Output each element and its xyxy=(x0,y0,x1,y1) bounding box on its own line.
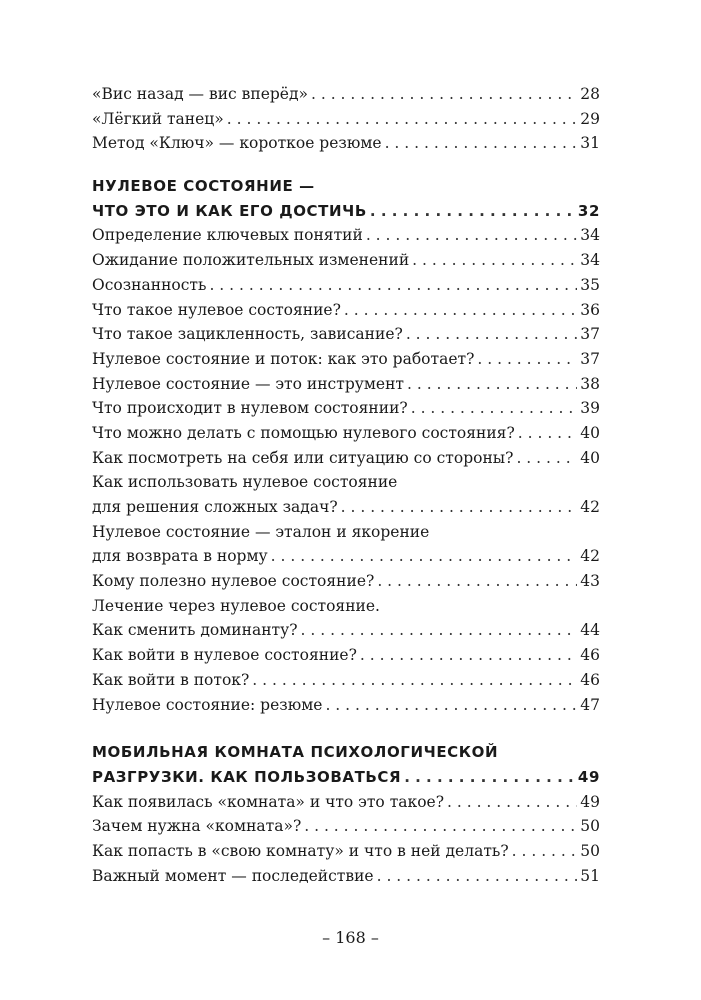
toc-entry-page: 34 xyxy=(580,226,600,245)
toc-entry-page: 29 xyxy=(580,109,600,128)
leader-dots xyxy=(366,223,577,248)
toc-entry-page: 28 xyxy=(580,85,600,103)
toc-entry-page: 46 xyxy=(580,670,600,689)
leader-dots xyxy=(518,421,578,446)
toc-entry-title: Как войти в нулевое состояние? xyxy=(92,646,357,665)
leader-dots xyxy=(252,668,577,693)
toc-entry-title: Как появилась «комната» и что это такое? xyxy=(92,792,445,811)
toc-entry xyxy=(92,322,600,347)
section-heading xyxy=(92,199,600,224)
leader-dots xyxy=(406,322,577,347)
toc-entry-page: 49 xyxy=(580,792,600,811)
toc-entry-title: Определение ключевых понятий xyxy=(92,226,363,245)
leader-dots xyxy=(304,814,577,839)
leader-dots xyxy=(477,347,577,372)
toc-entry xyxy=(92,693,600,718)
toc-entry xyxy=(92,446,600,471)
leader-dots xyxy=(377,569,577,594)
leader-dots xyxy=(516,446,577,471)
toc-entry-page: 40 xyxy=(580,448,600,467)
toc-entry-title: Метод «Ключ» — короткое резюме xyxy=(92,134,382,153)
leader-dots xyxy=(325,693,577,718)
leader-dots xyxy=(407,372,577,397)
leader-dots xyxy=(341,495,578,520)
leader-dots xyxy=(301,618,578,643)
toc-entry-title: Осознанность xyxy=(92,275,207,294)
toc-entry-page: 37 xyxy=(580,325,600,344)
toc-entry-page: 50 xyxy=(580,817,600,836)
toc-entry xyxy=(92,864,600,889)
toc-entry xyxy=(92,298,600,323)
toc-entry-title: Как посмотреть на себя или ситуацию со стороны? xyxy=(92,448,514,467)
toc-entry xyxy=(92,643,600,668)
toc-entry-title: для возврата в норму xyxy=(92,547,268,566)
toc-entry xyxy=(92,814,600,839)
section-heading-title: ЧТО ЭТО И КАК ЕГО ДОСТИЧЬ xyxy=(92,201,367,220)
leader-dots xyxy=(512,839,578,864)
toc-entry xyxy=(92,396,600,421)
toc-entry-title: Как сменить доминанту? xyxy=(92,621,298,640)
toc-entry-title: Что можно делать с помощью нулевого состояния? xyxy=(92,423,515,442)
toc-entry-page: 44 xyxy=(580,621,600,640)
toc-entry-title: Нулевое состояние: резюме xyxy=(92,695,323,714)
toc-entry xyxy=(92,372,600,397)
toc-entry-line: Как использовать нулевое состояние xyxy=(92,473,398,492)
leader-dots xyxy=(311,82,577,107)
leader-dots xyxy=(385,131,578,156)
section-heading-line: НУЛЕВОЕ СОСТОЯНИЕ — xyxy=(92,177,315,196)
toc-entry-title: для решения сложных задач? xyxy=(92,498,338,516)
toc-entry-page: 38 xyxy=(580,374,600,393)
toc-entry xyxy=(92,790,600,815)
section-heading xyxy=(92,765,600,790)
toc-entry-title: «Вис назад — вис вперёд» xyxy=(92,85,308,103)
leader-dots xyxy=(412,248,577,273)
toc-entry-line: Лечение через нулевое состояние. xyxy=(92,596,380,615)
toc-entry-page: 43 xyxy=(580,572,600,591)
toc-entry xyxy=(92,544,600,569)
leader-dots xyxy=(360,643,577,668)
toc-entry-line: Нулевое состояние — эталон и якорение xyxy=(92,522,430,541)
section-heading-page: 32 xyxy=(577,201,600,220)
page-number: – 168 – xyxy=(322,928,379,947)
toc-entry-title: Нулевое состояние и поток: как это работает? xyxy=(92,349,475,368)
toc-entry-title: «Лёгкий танец» xyxy=(92,109,224,128)
toc-entry-page: 42 xyxy=(580,498,600,516)
toc-entry-title: Что происходит в нулевом состоянии? xyxy=(92,399,408,418)
toc-entry-title: Что такое зацикленность, зависание? xyxy=(92,325,403,344)
toc-entry-page: 39 xyxy=(580,399,600,418)
leader-dots xyxy=(271,544,578,569)
toc-entry-title: Ожидание положительных изменений xyxy=(92,251,410,270)
toc-entry xyxy=(92,273,600,298)
toc-entry xyxy=(92,569,600,594)
toc-entry xyxy=(92,223,600,248)
toc-entry xyxy=(92,495,600,520)
toc-entry-page: 42 xyxy=(580,547,600,566)
toc-entry-title: Кому полезно нулевое состояние? xyxy=(92,572,375,591)
toc-entry-page: 47 xyxy=(580,695,600,714)
toc-entry-page: 51 xyxy=(580,866,600,885)
toc-entry-title: Зачем нужна «комната»? xyxy=(92,817,302,836)
toc-entry-page: 31 xyxy=(580,134,600,153)
toc-entry-title: Как войти в поток? xyxy=(92,670,250,689)
toc-entry-page: 50 xyxy=(580,841,600,860)
toc-entry-title: Нулевое состояние — это инструмент xyxy=(92,374,404,393)
toc-entry-page: 34 xyxy=(580,251,600,270)
toc-entry-page: 35 xyxy=(580,275,600,294)
leader-dots xyxy=(370,199,575,224)
toc-entry-title: Важный момент — последействие xyxy=(92,866,374,885)
leader-dots xyxy=(227,107,578,132)
toc-entry xyxy=(92,248,600,273)
toc-entry xyxy=(92,618,600,643)
leader-dots xyxy=(209,273,577,298)
toc-entry xyxy=(92,347,600,372)
section-heading-page: 49 xyxy=(577,767,600,786)
toc-entry-page: 37 xyxy=(580,349,600,368)
section-heading-title: РАЗГРУЗКИ. КАК ПОЛЬЗОВАТЬСЯ xyxy=(92,767,402,786)
toc-entry xyxy=(92,107,600,132)
leader-dots xyxy=(411,396,578,421)
toc-entry-page: 46 xyxy=(580,646,600,665)
section-heading-line: МОБИЛЬНАЯ КОМНАТА ПСИХОЛОГИЧЕСКОЙ xyxy=(92,743,499,762)
toc-entry-title: Как попасть в «свою комнату» и что в ней делать? xyxy=(92,841,509,860)
toc-entry xyxy=(92,839,600,864)
leader-dots xyxy=(377,864,578,889)
toc-entry xyxy=(92,421,600,446)
toc-entry-title: Что такое нулевое состояние? xyxy=(92,300,341,319)
toc-entry xyxy=(92,668,600,693)
toc-entry-page: 40 xyxy=(580,423,600,442)
toc-entry xyxy=(92,82,600,107)
table-of-contents xyxy=(92,82,600,888)
toc-entry xyxy=(92,131,600,156)
leader-dots xyxy=(404,765,575,790)
leader-dots xyxy=(344,298,577,323)
toc-entry-page: 36 xyxy=(580,300,600,319)
leader-dots xyxy=(447,790,577,815)
